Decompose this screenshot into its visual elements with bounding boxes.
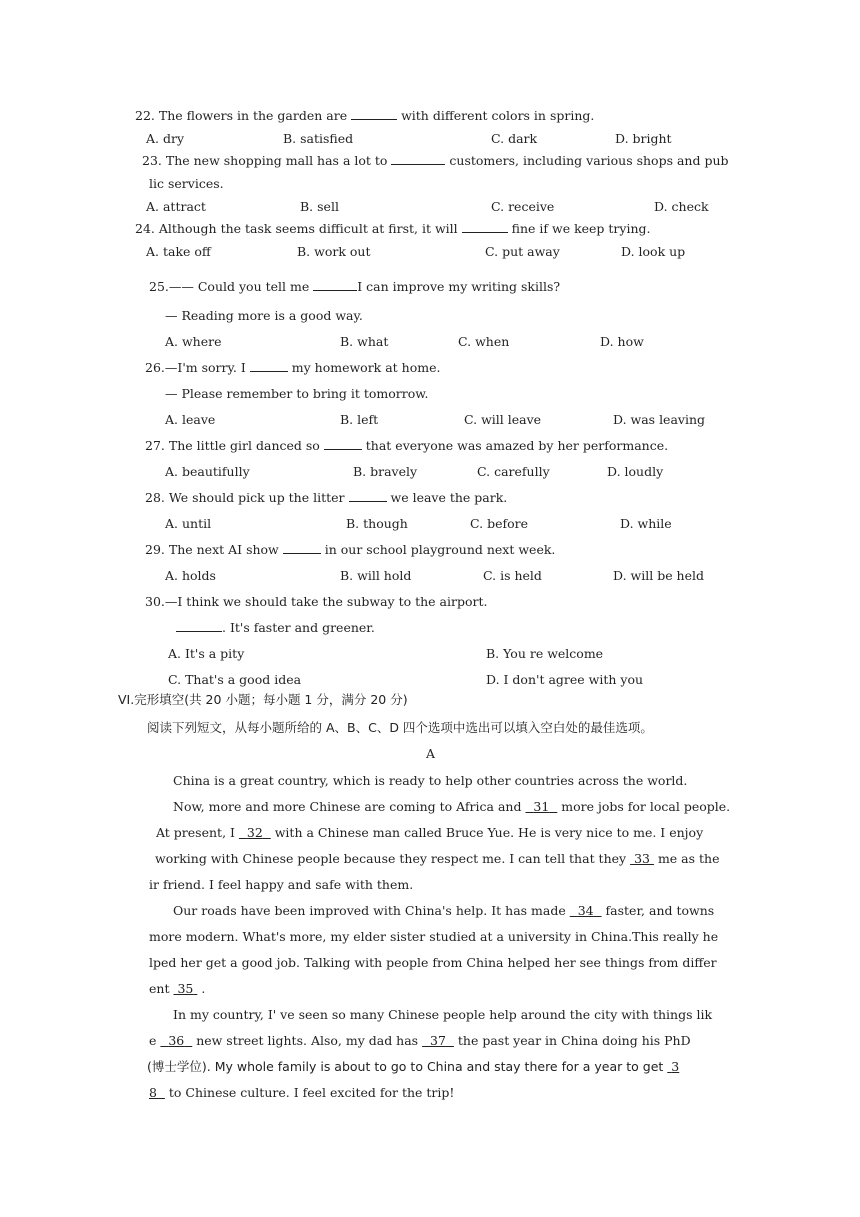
question-24	[135, 221, 651, 237]
question-29	[145, 542, 555, 558]
passage-line: lped her get a good job. Talking with people from China helped her see things from differ	[149, 955, 717, 970]
blank-33	[630, 851, 654, 866]
option-c: C. is held	[483, 568, 542, 583]
passage-text: e	[149, 1033, 157, 1048]
blank-number: 37	[430, 1033, 446, 1048]
question-stem-end: fine if we keep trying.	[511, 221, 651, 236]
option-c: C. dark	[491, 131, 538, 146]
option-d: D. will be held	[613, 568, 705, 583]
blank-34	[570, 903, 602, 918]
passage-line	[156, 825, 703, 841]
question-number: 30.	[145, 594, 165, 609]
option-b: B. bravely	[353, 464, 418, 479]
passage-line	[173, 903, 714, 919]
passage-line	[147, 1059, 679, 1075]
question-22	[135, 108, 594, 124]
question-stem: We should pick up the litter	[168, 490, 345, 505]
passage-line: In my country, I' ve seen so many Chinese people help around the city with things lik	[173, 1007, 713, 1022]
answer-blank	[351, 108, 397, 120]
passage-line	[155, 851, 719, 867]
answer-blank	[176, 620, 222, 632]
option-a: A. leave	[165, 412, 216, 427]
passage-text: ent	[149, 981, 170, 996]
question-number: 26.	[145, 360, 165, 375]
passage-text: Now, more and more Chinese are coming to Africa and	[173, 799, 522, 814]
option-c: C. when	[458, 334, 510, 349]
question-stem: The little girl danced so	[168, 438, 320, 453]
passage-line	[149, 981, 205, 997]
option-a: A. holds	[165, 568, 216, 583]
option-c: C. will leave	[464, 412, 542, 427]
passage-text: (博士学位). My whole family is about to go to China and stay there for a year to get	[147, 1059, 664, 1074]
dialogue-reply: — Please remember to bring it tomorrow.	[165, 386, 429, 401]
reply-text: . It's faster and greener.	[222, 620, 375, 635]
answer-blank	[462, 221, 508, 233]
question-stem: —— Could you tell me	[168, 279, 310, 294]
passage-line: China is a great country, which is ready to help other countries across the world.	[173, 773, 688, 788]
option-d: D. I don't agree with you	[486, 672, 644, 687]
blank-32	[239, 825, 271, 840]
option-c: C. put away	[485, 244, 560, 259]
passage-text: .	[201, 981, 206, 996]
option-d: D. was leaving	[613, 412, 706, 427]
option-b: B. You re welcome	[486, 646, 604, 661]
passage-line	[149, 1085, 454, 1101]
dialogue-reply: — Reading more is a good way.	[165, 308, 363, 323]
option-b: B. left	[340, 412, 379, 427]
question-stem: —I'm sorry. I	[164, 360, 246, 375]
blank-number: 32	[246, 825, 263, 840]
option-d: D. how	[600, 334, 644, 349]
option-a: A. where	[165, 334, 222, 349]
blank-number: 33	[634, 851, 650, 866]
answer-blank	[349, 490, 387, 502]
question-number: 25.	[149, 279, 169, 294]
blank-37	[422, 1033, 454, 1048]
question-27	[145, 438, 668, 454]
passage-text: the past year in China doing his PhD	[457, 1033, 691, 1048]
option-a: A. take off	[146, 244, 211, 259]
answer-blank	[391, 153, 445, 165]
option-d: D. look up	[621, 244, 686, 259]
blank-number: 35	[177, 981, 194, 996]
section-instruction: 阅读下列短文，从每小题所给的 A、B、C、D 四个选项中选出可以填入空白处的最佳选项。	[147, 720, 653, 735]
question-stem: The flowers in the garden are	[158, 108, 348, 123]
option-a: A. until	[165, 516, 212, 531]
question-stem: —I think we should take the subway to the airport.	[164, 594, 488, 609]
question-number: 24.	[135, 221, 155, 236]
passage-text: with a Chinese man called Bruce Yue. He is very nice to me. I enjoy	[274, 825, 704, 840]
blank-38-start	[667, 1059, 679, 1074]
question-23	[142, 153, 729, 169]
option-b: B. though	[346, 516, 408, 531]
option-c: C. That's a good idea	[168, 672, 302, 687]
question-stem-continued: lic services.	[149, 176, 224, 191]
blank-36	[160, 1033, 192, 1048]
option-a: A. attract	[146, 199, 206, 214]
blank-number: 8	[149, 1085, 157, 1100]
option-b: B. satisfied	[283, 131, 354, 146]
passage-text: me as the	[657, 851, 720, 866]
option-b: B. will hold	[340, 568, 412, 583]
passage-text: At present, I	[156, 825, 235, 840]
passage-line	[173, 799, 730, 815]
question-stem: Although the task seems difficult at first, it will	[158, 221, 458, 236]
dialogue-reply	[176, 620, 375, 636]
question-number: 22.	[135, 108, 155, 123]
question-stem-end: that everyone was amazed by her performance.	[365, 438, 669, 453]
question-stem-end: with different colors in spring.	[401, 108, 595, 123]
question-number: 23.	[142, 153, 162, 168]
passage-text: working with Chinese people because they respect me. I can tell that they	[155, 851, 627, 866]
blank-number: 36	[168, 1033, 185, 1048]
answer-blank	[283, 542, 321, 554]
passage-text: new street lights. Also, my dad has	[196, 1033, 419, 1048]
option-c: C. carefully	[477, 464, 550, 479]
answer-blank	[324, 438, 362, 450]
question-28	[145, 490, 507, 506]
option-a: A. dry	[146, 131, 185, 146]
option-a: A. It's a pity	[168, 646, 245, 661]
option-d: D. while	[620, 516, 672, 531]
option-b: B. work out	[297, 244, 371, 259]
option-d: D. check	[654, 199, 709, 214]
question-stem-end: we leave the park.	[390, 490, 508, 505]
question-number: 27.	[145, 438, 165, 453]
passage-line: more modern. What's more, my elder sister studied at a university in China.This really he	[149, 929, 719, 944]
option-b: B. what	[340, 334, 389, 349]
passage-text: to Chinese culture. I feel excited for the trip!	[168, 1085, 455, 1100]
question-stem: The new shopping mall has a lot to	[165, 153, 388, 168]
option-d: D. bright	[615, 131, 672, 146]
blank-35	[173, 981, 197, 996]
question-stem-end: my homework at home.	[291, 360, 441, 375]
blank-number: 3	[671, 1059, 680, 1074]
blank-38-end	[149, 1085, 165, 1100]
answer-blank	[313, 279, 357, 291]
section-heading: VI.完形填空(共 20 小题；每小题 1 分，满分 20 分)	[118, 692, 408, 707]
question-26	[145, 360, 440, 376]
question-30	[145, 594, 487, 610]
option-c: C. before	[470, 516, 528, 531]
question-stem-end: in our school playground next week.	[324, 542, 556, 557]
question-number: 28.	[145, 490, 165, 505]
option-b: B. sell	[300, 199, 339, 214]
answer-blank	[250, 360, 288, 372]
passage-text: faster, and towns	[605, 903, 715, 918]
blank-31	[525, 799, 557, 814]
passage-text: Our roads have been improved with China's help. It has made	[173, 903, 566, 918]
passage-label: A	[426, 746, 436, 761]
blank-number: 31	[533, 799, 550, 814]
blank-number: 34	[577, 903, 594, 918]
option-d: D. loudly	[607, 464, 664, 479]
option-a: A. beautifully	[165, 464, 250, 479]
option-c: C. receive	[491, 199, 555, 214]
question-stem-end: I can improve my writing skills?	[357, 279, 561, 294]
passage-line: ir friend. I feel happy and safe with them.	[149, 877, 414, 892]
question-stem-end: customers, including various shops and pub	[449, 153, 729, 168]
question-stem: The next AI show	[168, 542, 279, 557]
question-25	[149, 279, 560, 295]
question-number: 29.	[145, 542, 165, 557]
passage-line	[149, 1033, 691, 1049]
passage-text: more jobs for local people.	[561, 799, 731, 814]
